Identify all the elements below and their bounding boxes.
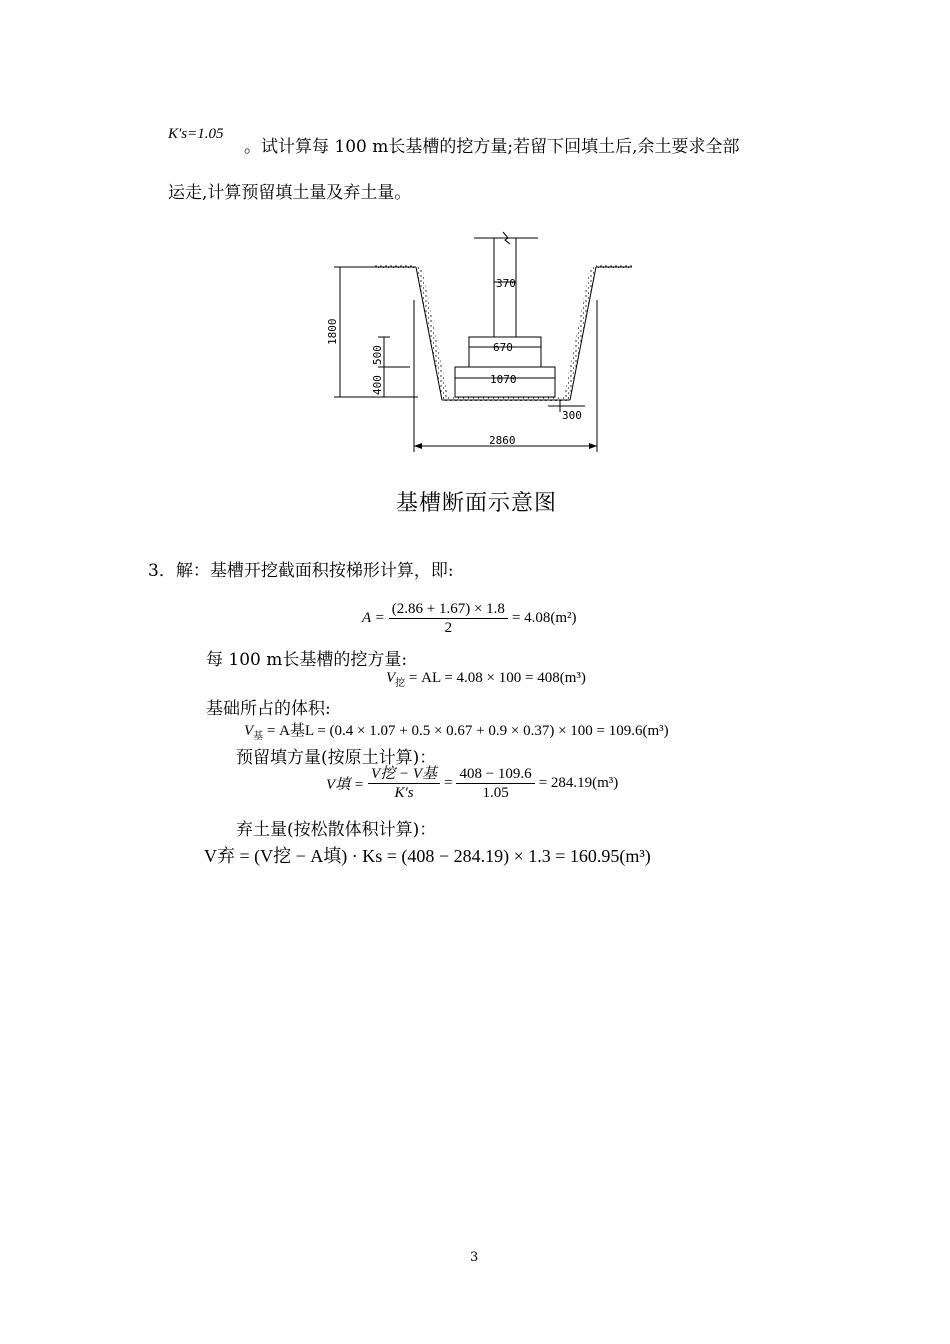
foundation-lhs-var: V: [244, 723, 254, 739]
trench-section-diagram: [0, 0, 950, 470]
intro-line-2: 运走,计算预留填土量及弃土量。: [168, 183, 412, 203]
dim-370: 370: [496, 277, 516, 290]
figure-caption: 基槽断面示意图: [396, 491, 558, 516]
excavation-formula: [386, 670, 586, 689]
area-rhs: = 4.08(m²): [511, 610, 577, 626]
excavation-rhs: = AL = 4.08 × 100 = 408(m³): [408, 670, 586, 686]
area-lhs: A =: [362, 610, 385, 626]
fill-rhs: = 284.19(m³): [538, 775, 619, 791]
area-formula: [362, 600, 577, 637]
foundation-rhs: = A基L = (0.4 × 1.07 + 0.5 × 0.67 + 0.9 × 0.37) × 100 = 109.6(m³): [266, 723, 669, 739]
dim-400: 400: [371, 375, 384, 395]
foundation-formula: [244, 719, 669, 742]
fill-den-2: 1.05: [482, 785, 509, 801]
label-fill: 预留填方量(按原土计算)：: [236, 748, 437, 768]
fill-fraction-2: [456, 765, 534, 802]
fill-lhs: V填 =: [326, 777, 365, 793]
fill-equals: =: [444, 775, 453, 791]
intro-line-1: 。试计算每 100 m长基槽的挖方量;若留下回填土后,余土要求全部: [244, 137, 740, 157]
dim-1070: 1070: [490, 373, 517, 386]
area-numerator: (2.86 + 1.67) × 1.8: [389, 600, 508, 619]
dim-300: 300: [562, 409, 582, 422]
dim-670: 670: [493, 341, 513, 354]
fill-num-1: V挖 − V基: [368, 765, 440, 784]
label-foundation: 基础所占的体积:: [206, 699, 331, 719]
waste-formula: V弃 = (V挖 − A填) · Ks = (408 − 284.19) × 1.3 = 160.95(m³): [204, 846, 651, 866]
foundation-lhs-sub: 基: [253, 731, 264, 742]
dim-500: 500: [371, 345, 384, 365]
excavation-lhs-var: V: [386, 670, 396, 686]
label-excavation: 每 100 m长基槽的挖方量:: [206, 650, 408, 670]
fill-formula: [326, 765, 618, 802]
fill-fraction-1: [368, 765, 440, 802]
excavation-lhs-sub: 挖: [395, 678, 406, 689]
ks-prime-formula: K′s=1.05: [168, 126, 224, 142]
page-number: 3: [470, 1250, 479, 1265]
label-waste: 弃土量(按松散体积计算)：: [236, 820, 437, 840]
dim-2860: 2860: [489, 434, 516, 447]
area-denominator: 2: [444, 620, 453, 636]
fill-den-1: K′s: [394, 785, 414, 801]
solution-heading: 3．解：基槽开挖截面积按梯形计算，即:: [148, 561, 454, 581]
area-fraction: [389, 600, 508, 637]
dim-1800: 1800: [326, 318, 339, 345]
fill-num-2: 408 − 109.6: [456, 765, 534, 784]
